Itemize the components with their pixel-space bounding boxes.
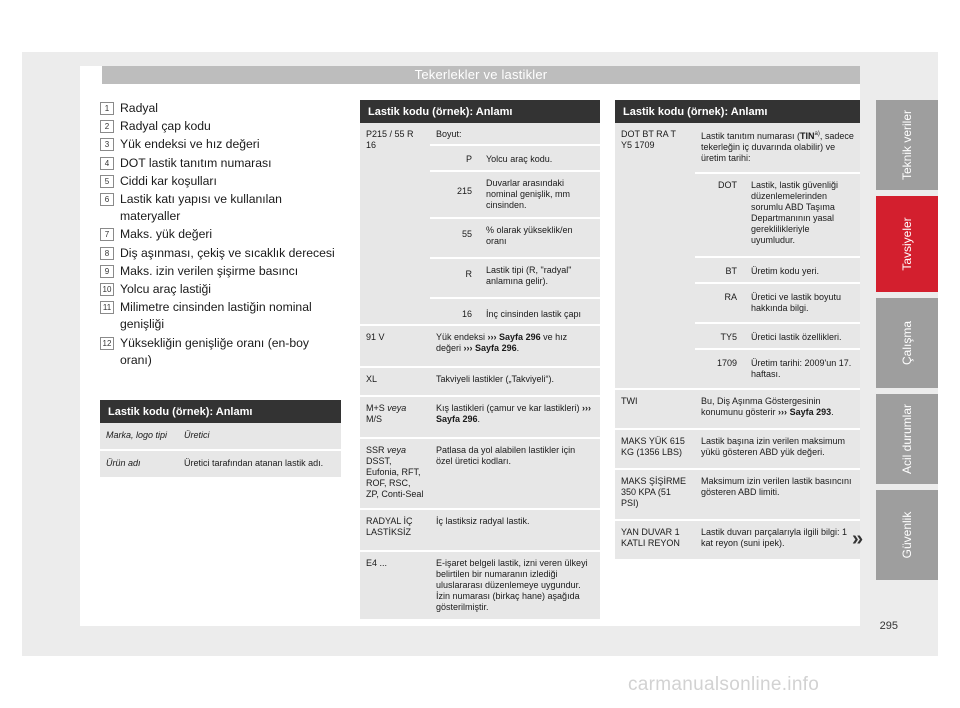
meaning-cell: Yolcu araç kodu. (480, 145, 600, 171)
item-number: 3 (100, 138, 114, 151)
list-item (100, 155, 340, 172)
code-cell: 55 (430, 218, 480, 258)
item-number: 5 (100, 175, 114, 188)
code-cell: RADYAL İÇ LASTİKSİZ (360, 509, 430, 551)
table-row (360, 367, 600, 396)
list-item (100, 245, 340, 262)
item-number: 8 (100, 247, 114, 260)
table-header: Lastik kodu (örnek): Anlamı (615, 100, 860, 123)
code-cell: P215 / 55 R 16 (360, 123, 430, 325)
item-text: DOT lastik tanıtım numarası (120, 155, 272, 170)
table-row (615, 520, 860, 559)
meaning-cell: İnç cinsinden lastik çapı (480, 298, 600, 325)
meaning-cell: Üretim tarihi: 2009'un 17. haftası. (745, 349, 860, 389)
item-text: Radyal çap kodu (120, 119, 211, 134)
tab-calisma[interactable] (876, 298, 938, 388)
code-cell: 1709 (695, 349, 745, 389)
list-item (100, 281, 340, 298)
list-item (100, 226, 340, 243)
code-cell: E4 ... (360, 551, 430, 619)
meaning-cell: Üretici ve lastik boyutu hakkında bilgi. (745, 283, 860, 323)
item-text: Radyal (120, 101, 158, 115)
tab-label: Acil durumlar (900, 403, 914, 475)
code-cell: DOT BT RA T Y5 1709 (615, 123, 695, 389)
item-number: 7 (100, 228, 114, 241)
meaning-cell: E-işaret belgeli lastik, izni veren ülkeyi belirtilen bir numaranın izlediği uluslararası düzenlemeye uygundur. İzin numarası (birkaç hane) aşağıda gösterilmiştir. (430, 551, 600, 619)
continue-arrow-icon: » (852, 528, 864, 550)
page-link[interactable]: ››› Sayfa 296 (436, 403, 592, 424)
code-cell: TWI (615, 389, 695, 429)
list-item (100, 100, 340, 117)
meaning-cell: Lastik tipi (R, "radyal" anlamına gelir). (480, 258, 600, 298)
list-item (100, 299, 340, 333)
code-cell: 215 (430, 171, 480, 218)
tab-label: Teknik veriler (900, 109, 914, 181)
tire-code-table-size (360, 100, 600, 619)
meaning-cell: Takviyeli lastikler („Takviyeli“). (430, 367, 600, 396)
item-text: Maks. yük değeri (120, 227, 213, 242)
item-text: Yolcu araç lastiği (120, 282, 212, 297)
code-cell: Ürün adı (100, 450, 178, 477)
table-header: Lastik kodu (örnek): Anlamı (100, 400, 341, 423)
code-cell: RA (695, 283, 745, 323)
table-row (615, 389, 860, 429)
table-row (360, 396, 600, 438)
page-number: 295 (879, 620, 898, 632)
item-text: Lastik katı yapısı ve kullanılan materyaller (120, 192, 282, 224)
tab-label: Tavsiyeler (900, 217, 914, 271)
table-row (615, 429, 860, 469)
tab-label: Çalışma (900, 320, 914, 366)
meaning-cell: Lastik duvarı parçalarıyla ilgili bilgi: 1 kat reyon (suni ipek). (695, 520, 860, 559)
list-item (100, 136, 340, 153)
table-row (100, 423, 341, 450)
table-row (360, 551, 600, 619)
code-cell: 91 V (360, 325, 430, 367)
meaning-cell: Kış lastikleri (çamur ve kar lastikleri) ››› Sayfa 296. (430, 396, 600, 438)
item-text: Diş aşınması, çekiş ve sıcaklık derecesi (120, 245, 335, 260)
meaning-cell: Yük endeksi ››› Sayfa 296 ve hız değeri ››› Sayfa 296. (430, 325, 600, 367)
meaning-cell: Lastik başına izin verilen maksimum yükü gösteren ABD yük değeri. (695, 429, 860, 469)
code-cell: BT (695, 257, 745, 283)
meaning-cell: Üretim kodu yeri. (745, 257, 860, 283)
page-link[interactable]: ››› Sayfa 296 (487, 332, 541, 342)
item-text: Ciddi kar koşulları (120, 173, 217, 188)
numbered-list (100, 100, 340, 370)
item-number: 12 (100, 337, 114, 350)
code-cell: SSR veya DSST, Eufonia, RFT, ROF, RSC, ZP, Conti-Seal (360, 438, 430, 509)
item-text: Milimetre cinsinden lastiğin nominal genişliği (120, 300, 312, 332)
item-number: 11 (100, 301, 114, 314)
table-row (615, 469, 860, 520)
item-text: Yüksekliğin genişliğe oranı (en-boy oranı) (120, 335, 310, 367)
tire-code-table-manufacturer (100, 400, 341, 477)
item-number: 10 (100, 283, 114, 296)
list-item (100, 263, 340, 280)
tab-teknik-veriler[interactable] (876, 100, 938, 190)
list-item (100, 335, 340, 369)
code-cell: 16 (430, 298, 480, 325)
list-item (100, 173, 340, 190)
item-text: Yük endeksi ve hız değeri (120, 137, 260, 152)
tab-label: Güvenlik (900, 511, 914, 559)
meaning-cell: Üretici (178, 423, 341, 450)
code-cell: YAN DUVAR 1 KATLI REYON (615, 520, 695, 559)
page-link[interactable]: ››› Sayfa 293 (778, 407, 832, 417)
code-cell: XL (360, 367, 430, 396)
table-row (100, 450, 341, 477)
meaning-cell: Lastik tanıtım numarası (TIN$^{a)}$, sadece tekerleğin iç duvarında olabilir) ve üretim tarihi: (695, 123, 860, 173)
list-item (100, 118, 340, 135)
page-header: Tekerlekler ve lastikler (102, 66, 860, 84)
item-text: Maks. izin verilen şişirme basıncı (120, 263, 299, 278)
tire-code-table-dot (615, 100, 860, 559)
tab-acil-durumlar[interactable] (876, 394, 938, 484)
table-row (360, 509, 600, 551)
meaning-cell: % olarak yükseklik/en oranı (480, 218, 600, 258)
meaning-cell: Patlasa da yol alabilen lastikler için özel üretici kodları. (430, 438, 600, 509)
code-cell: MAKS ŞİŞİRME 350 KPA (51 PSI) (615, 469, 695, 520)
meaning-cell: İç lastiksiz radyal lastik. (430, 509, 600, 551)
table-row (360, 325, 600, 367)
meaning-cell: Lastik, lastik güvenliği düzenlemelerinden sorumlu ABD Taşıma Departmanının yasal gereklilikleriyle uyumludur. (745, 173, 860, 257)
item-number: 2 (100, 120, 114, 133)
meaning-cell: Bu, Diş Aşınma Göstergesinin konumunu gösterir ››› Sayfa 293. (695, 389, 860, 429)
code-cell: TY5 (695, 323, 745, 349)
meaning-cell: Üretici lastik özellikleri. (745, 323, 860, 349)
code-cell: R (430, 258, 480, 298)
item-number: 1 (100, 102, 114, 115)
code-cell: M+S veya M/S (360, 396, 430, 438)
watermark-text: carmanualsonline.info (628, 674, 820, 695)
meaning-cell: Duvarlar arasındaki nominal genişlik, mm cinsinden. (480, 171, 600, 218)
table-header: Lastik kodu (örnek): Anlamı (360, 100, 600, 123)
meaning-cell: Maksimum izin verilen lastik basıncını gösteren ABD limiti. (695, 469, 860, 520)
tab-tavsiyeler[interactable] (876, 196, 938, 292)
code-cell: MAKS YÜK 615 KG (1356 LBS) (615, 429, 695, 469)
tab-guvenlik[interactable] (876, 490, 938, 580)
code-cell: P (430, 145, 480, 171)
code-cell: DOT (695, 173, 745, 257)
code-cell: Marka, logo tipi (100, 423, 178, 450)
page-link[interactable]: ››› Sayfa 296 (463, 343, 517, 353)
meaning-cell: Üretici tarafından atanan lastik adı. (178, 450, 341, 477)
item-number: 9 (100, 265, 114, 278)
list-item (100, 191, 340, 225)
table-row (360, 438, 600, 509)
item-number: 4 (100, 157, 114, 170)
item-number: 6 (100, 193, 114, 206)
size-label: Boyut: (430, 123, 600, 145)
